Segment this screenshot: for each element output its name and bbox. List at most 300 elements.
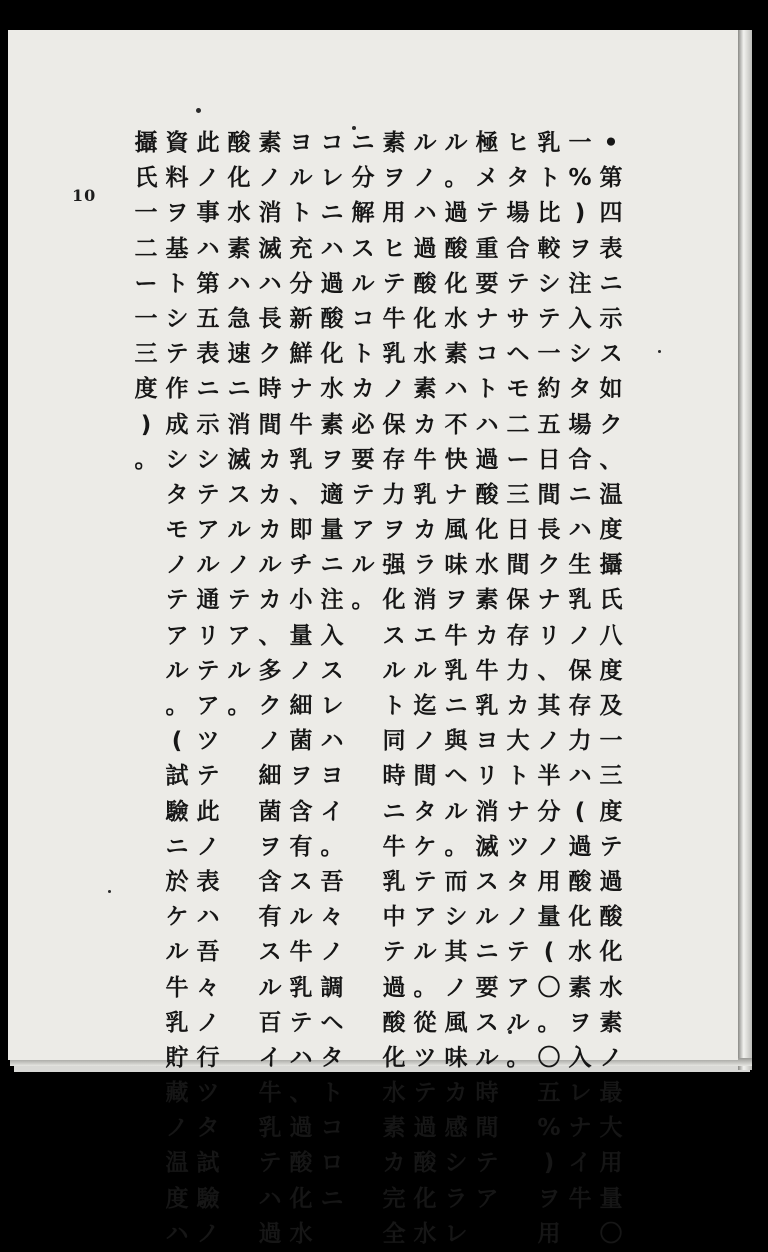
text-glyph: 日 — [537, 446, 561, 473]
text-glyph: 八 — [599, 622, 623, 649]
text-glyph: ト — [351, 341, 375, 368]
text-glyph: 三 — [506, 481, 530, 508]
text-glyph: 〇 — [537, 974, 561, 1001]
text-glyph: 菌 — [258, 798, 282, 825]
text-glyph: 分 — [537, 798, 561, 825]
text-glyph: 表 — [196, 341, 220, 368]
text-glyph: 化 — [444, 270, 468, 297]
text-glyph: カ — [413, 517, 437, 544]
text-glyph: 間 — [537, 481, 561, 508]
text-glyph: 保 — [568, 657, 592, 684]
text-glyph: ツ — [196, 1080, 220, 1107]
text-glyph: ク — [258, 693, 282, 719]
text-glyph: 入 — [568, 305, 592, 332]
text-glyph: 水 — [599, 974, 623, 1001]
text-glyph: ヘ — [320, 1009, 344, 1036]
text-glyph: ハ — [196, 235, 220, 262]
text-glyph: ト — [289, 200, 313, 227]
text-glyph: 合 — [568, 446, 592, 473]
text-glyph: ノ — [258, 165, 282, 192]
text-glyph: ヨ — [475, 728, 499, 755]
text-glyph: ( — [543, 939, 555, 966]
text-glyph: 入 — [320, 622, 344, 649]
text-glyph: ヲ — [382, 165, 406, 192]
text-glyph: 藏 — [165, 1080, 189, 1107]
text-glyph: 素 — [382, 130, 406, 156]
text-glyph: 力 — [506, 657, 530, 684]
text-glyph: コ — [320, 1115, 344, 1142]
text-glyph: 過 — [475, 446, 499, 473]
text-glyph: ス — [382, 622, 406, 649]
text-glyph: 事 — [196, 200, 220, 227]
text-glyph: 乳 — [289, 974, 313, 1001]
text-glyph: ル — [382, 657, 406, 684]
text-glyph: シ — [444, 904, 468, 931]
text-glyph: 酸 — [382, 1009, 406, 1036]
text-glyph: 牛 — [382, 833, 406, 860]
text-glyph: ヲ — [537, 1185, 561, 1212]
text-glyph: シ — [165, 305, 189, 332]
text-glyph: タ — [568, 376, 592, 403]
text-glyph: 充 — [289, 235, 313, 262]
text-column-1 — [596, 126, 626, 1252]
text-glyph: 氏 — [599, 587, 623, 614]
text-glyph: テ — [475, 200, 499, 227]
text-glyph: 如 — [599, 376, 623, 403]
text-column-11 — [286, 126, 316, 1252]
text-glyph: タ — [196, 1115, 220, 1142]
text-glyph: 素 — [227, 235, 251, 262]
text-glyph: 一 — [568, 130, 592, 156]
text-glyph: レ — [320, 693, 344, 719]
text-glyph: 。 — [134, 446, 158, 473]
text-glyph: 量 — [289, 622, 313, 649]
text-glyph: 小 — [289, 587, 313, 614]
text-glyph: 此 — [196, 798, 220, 825]
text-glyph: ル — [444, 798, 468, 825]
text-glyph: ニ — [475, 939, 499, 966]
text-glyph: ノ — [444, 974, 468, 1001]
text-glyph: ク — [599, 411, 623, 438]
text-glyph: ル — [289, 904, 313, 931]
text-glyph: 重 — [475, 235, 499, 262]
text-glyph: ー — [134, 270, 158, 297]
text-column-14 — [193, 126, 223, 1252]
text-glyph: ル — [475, 904, 499, 931]
text-glyph: ノ — [537, 728, 561, 755]
text-glyph: ル — [506, 1009, 530, 1036]
text-glyph: ト — [506, 763, 530, 790]
text-glyph: • — [603, 130, 619, 156]
text-glyph: ト — [320, 1080, 344, 1107]
text-glyph: ナ — [568, 1115, 592, 1142]
text-glyph: % — [537, 1115, 561, 1142]
text-glyph: シ — [165, 446, 189, 473]
text-glyph: 過 — [320, 270, 344, 297]
text-glyph: 過 — [599, 868, 623, 895]
text-glyph: ク — [537, 552, 561, 579]
text-glyph: 乳 — [413, 481, 437, 508]
text-glyph: 過 — [444, 200, 468, 227]
text-glyph: 化 — [289, 1185, 313, 1212]
ink-speck — [108, 890, 111, 893]
text-glyph: ス — [351, 235, 375, 262]
text-glyph: 同 — [382, 728, 406, 755]
text-glyph: 酸 — [227, 130, 251, 156]
text-glyph: ツ — [506, 833, 530, 860]
text-glyph: ナ — [444, 481, 468, 508]
text-glyph: 多 — [258, 657, 282, 684]
text-glyph: 成 — [165, 411, 189, 438]
text-glyph: ー — [506, 446, 530, 473]
text-glyph: ヲ — [320, 446, 344, 473]
text-glyph: 度 — [134, 376, 158, 403]
text-column-12 — [255, 126, 285, 1252]
text-glyph: ル — [351, 552, 375, 579]
text-glyph: 。 — [227, 693, 251, 719]
text-glyph: 化 — [413, 305, 437, 332]
text-glyph: テ — [165, 587, 189, 614]
text-glyph: 風 — [444, 1009, 468, 1036]
text-glyph: 鮮 — [289, 341, 313, 368]
text-glyph: 味 — [444, 1044, 468, 1071]
text-glyph: イ — [320, 798, 344, 825]
text-glyph: テ — [289, 1009, 313, 1036]
text-glyph: 水 — [289, 1220, 313, 1247]
text-glyph: 料 — [165, 165, 189, 192]
text-glyph: ツ — [196, 728, 220, 755]
text-glyph: ノ — [196, 165, 220, 192]
text-glyph: レ — [568, 1080, 592, 1107]
text-glyph: 力 — [382, 481, 406, 508]
text-glyph: 吾 — [196, 939, 220, 966]
text-glyph: 用 — [537, 868, 561, 895]
text-glyph: ニ — [568, 481, 592, 508]
text-glyph: 五 — [537, 411, 561, 438]
text-glyph: 注 — [568, 270, 592, 297]
page-number: 10 — [72, 186, 97, 205]
text-glyph: 新 — [289, 305, 313, 332]
text-glyph: 化 — [413, 1185, 437, 1212]
text-glyph: 合 — [506, 235, 530, 262]
text-glyph: 菌 — [289, 728, 313, 755]
text-glyph: 〇 — [537, 1044, 561, 1071]
text-glyph: ル — [444, 130, 468, 156]
text-glyph: エ — [413, 622, 437, 649]
text-glyph: 消 — [475, 798, 499, 825]
text-glyph: ツ — [413, 1044, 437, 1071]
text-glyph: ノ — [413, 728, 437, 755]
text-glyph: ヲ — [568, 235, 592, 262]
text-glyph: 解 — [351, 200, 375, 227]
text-glyph: 。 — [165, 693, 189, 719]
text-glyph: 。 — [320, 833, 344, 860]
text-glyph: 〇 — [599, 1220, 623, 1247]
text-glyph: ル — [351, 270, 375, 297]
text-glyph: 其 — [537, 693, 561, 719]
text-glyph: 注 — [320, 587, 344, 614]
text-glyph: 度 — [599, 657, 623, 684]
text-glyph: ナ — [506, 798, 530, 825]
text-glyph: 行 — [196, 1044, 220, 1071]
text-glyph: 水 — [413, 341, 437, 368]
text-glyph: 及 — [599, 693, 623, 719]
text-glyph: リ — [475, 763, 499, 790]
text-glyph: 素 — [258, 130, 282, 156]
text-glyph: テ — [165, 341, 189, 368]
text-glyph: ル — [413, 130, 437, 156]
text-glyph: 用 — [382, 200, 406, 227]
text-glyph: テ — [537, 305, 561, 332]
text-glyph: 乳 — [289, 446, 313, 473]
text-glyph: ハ — [227, 270, 251, 297]
text-glyph: 酸 — [413, 1150, 437, 1177]
text-glyph: 約 — [537, 376, 561, 403]
text-glyph: 酸 — [413, 270, 437, 297]
text-glyph: 。 — [537, 1009, 561, 1036]
text-glyph: % — [568, 165, 592, 192]
text-glyph: 示 — [599, 305, 623, 332]
text-glyph: 牛 — [165, 974, 189, 1001]
text-glyph: ヲ — [258, 833, 282, 860]
text-glyph: 半 — [537, 763, 561, 790]
text-glyph: ノ — [258, 728, 282, 755]
text-glyph: ト — [382, 693, 406, 719]
text-glyph: 四 — [599, 200, 623, 227]
text-glyph: 一 — [537, 341, 561, 368]
text-column-8 — [379, 126, 409, 1252]
text-glyph: ル — [258, 552, 282, 579]
text-glyph: ル — [196, 552, 220, 579]
text-glyph: 化 — [599, 939, 623, 966]
text-glyph: 適 — [320, 481, 344, 508]
text-glyph: ヘ — [506, 341, 530, 368]
text-glyph: タ — [506, 165, 530, 192]
text-glyph: 間 — [413, 763, 437, 790]
text-glyph: ノ — [537, 833, 561, 860]
text-glyph: 滅 — [227, 446, 251, 473]
text-glyph: ナ — [475, 305, 499, 332]
text-glyph: テ — [506, 270, 530, 297]
text-glyph: カ — [258, 517, 282, 544]
text-glyph: 水 — [568, 939, 592, 966]
text-glyph: ハ — [258, 1185, 282, 1212]
text-glyph: チ — [289, 552, 313, 579]
text-glyph: 力 — [568, 728, 592, 755]
text-glyph: ヘ — [444, 763, 468, 790]
text-glyph: 素 — [475, 587, 499, 614]
text-glyph: 間 — [475, 1115, 499, 1142]
text-glyph: 量 — [537, 904, 561, 931]
text-glyph: ノ — [165, 552, 189, 579]
text-glyph: 酸 — [444, 235, 468, 262]
text-glyph: ア — [351, 517, 375, 544]
text-glyph: ヨ — [320, 763, 344, 790]
text-glyph: 酸 — [599, 904, 623, 931]
text-glyph: ニ — [320, 1185, 344, 1212]
text-glyph: 要 — [351, 446, 375, 473]
text-glyph: 過 — [382, 974, 406, 1001]
text-glyph: 一 — [134, 200, 158, 227]
text-glyph: 作 — [165, 376, 189, 403]
text-glyph: 、 — [599, 446, 623, 473]
text-glyph: テ — [196, 481, 220, 508]
text-glyph: ノ — [413, 165, 437, 192]
text-glyph: 驗 — [165, 798, 189, 825]
text-glyph: 化 — [568, 904, 592, 931]
text-glyph: 素 — [382, 1115, 406, 1142]
text-glyph: テ — [382, 939, 406, 966]
text-glyph: ニ — [320, 200, 344, 227]
text-glyph: 急 — [227, 305, 251, 332]
text-glyph: ノ — [320, 939, 344, 966]
text-glyph: 乳 — [568, 587, 592, 614]
text-glyph: 化 — [382, 1044, 406, 1071]
text-glyph: ニ — [227, 376, 251, 403]
text-glyph: 五 — [537, 1080, 561, 1107]
text-glyph: 水 — [444, 305, 468, 332]
text-glyph: 酸 — [320, 305, 344, 332]
text-glyph: 素 — [320, 411, 344, 438]
text-glyph: ル — [258, 974, 282, 1001]
ink-speck — [196, 108, 201, 113]
text-glyph: ラ — [413, 552, 437, 579]
text-column-4 — [503, 126, 533, 1076]
text-glyph: 此 — [196, 130, 220, 156]
text-glyph: リ — [196, 622, 220, 649]
text-glyph: テ — [382, 270, 406, 297]
text-glyph: ハ — [320, 235, 344, 262]
text-glyph: 素 — [444, 341, 468, 368]
text-glyph: 感 — [444, 1115, 468, 1142]
text-glyph: 乳 — [382, 341, 406, 368]
text-glyph: 百 — [258, 1009, 282, 1036]
text-glyph: 。 — [506, 1044, 530, 1071]
text-glyph: ) — [543, 1150, 555, 1177]
text-glyph: 資 — [165, 130, 189, 156]
text-glyph: ハ — [568, 517, 592, 544]
text-glyph: 保 — [382, 411, 406, 438]
text-glyph: 有 — [289, 833, 313, 860]
text-glyph: ア — [475, 1185, 499, 1212]
text-glyph: 吾 — [320, 868, 344, 895]
text-glyph: 而 — [444, 868, 468, 895]
text-glyph: 較 — [537, 235, 561, 262]
text-glyph: 第 — [196, 270, 220, 297]
text-glyph: タ — [413, 798, 437, 825]
text-glyph: 間 — [506, 552, 530, 579]
text-glyph: 長 — [537, 517, 561, 544]
text-glyph: ニ — [599, 270, 623, 297]
text-glyph: 五 — [196, 305, 220, 332]
text-glyph: 味 — [444, 552, 468, 579]
text-column-13 — [224, 126, 254, 724]
text-glyph: カ — [444, 1080, 468, 1107]
text-glyph: 滅 — [475, 833, 499, 860]
text-glyph: ノ — [165, 1115, 189, 1142]
text-glyph: 存 — [382, 446, 406, 473]
text-glyph: 試 — [196, 1150, 220, 1177]
text-glyph: 牛 — [475, 657, 499, 684]
text-glyph: ニ — [351, 130, 375, 156]
text-glyph: メ — [475, 165, 499, 192]
text-glyph: ス — [289, 868, 313, 895]
text-glyph: ハ — [413, 200, 437, 227]
text-glyph: ニ — [444, 693, 468, 719]
text-glyph: 、 — [289, 481, 313, 508]
text-glyph: ノ — [506, 904, 530, 931]
text-glyph: ハ — [444, 376, 468, 403]
text-glyph: 示 — [196, 411, 220, 438]
text-glyph: テ — [413, 868, 437, 895]
text-glyph: 乳 — [444, 657, 468, 684]
text-glyph: ケ — [165, 904, 189, 931]
text-glyph: 要 — [475, 974, 499, 1001]
text-glyph: ニ — [196, 376, 220, 403]
text-glyph: 最 — [599, 1080, 623, 1107]
text-glyph: ヒ — [506, 130, 530, 156]
text-glyph: イ — [258, 1044, 282, 1071]
text-glyph: 三 — [134, 341, 158, 368]
text-glyph: 。 — [444, 833, 468, 860]
text-glyph: 時 — [258, 376, 282, 403]
text-glyph: ス — [599, 341, 623, 368]
text-glyph: 比 — [537, 200, 561, 227]
text-glyph: ス — [475, 1009, 499, 1036]
text-glyph: ア — [227, 622, 251, 649]
text-glyph: 牛 — [258, 1080, 282, 1107]
text-glyph: ア — [196, 517, 220, 544]
text-glyph: ノ — [568, 622, 592, 649]
text-glyph: ニ — [165, 833, 189, 860]
text-glyph: ス — [475, 868, 499, 895]
text-column-16 — [131, 126, 161, 478]
text-glyph: ( — [574, 798, 586, 825]
text-glyph: 間 — [258, 411, 282, 438]
text-glyph: 時 — [382, 763, 406, 790]
text-glyph: 不 — [444, 411, 468, 438]
text-glyph: カ — [506, 693, 530, 719]
text-glyph: ハ — [165, 1220, 189, 1247]
text-glyph: 快 — [444, 446, 468, 473]
text-glyph: 驗 — [196, 1185, 220, 1212]
text-glyph: 水 — [382, 1080, 406, 1107]
text-glyph: 用 — [599, 1150, 623, 1177]
text-glyph: ) — [140, 411, 152, 438]
text-glyph: ノ — [196, 833, 220, 860]
text-glyph: 、 — [289, 1080, 313, 1107]
text-glyph: 過 — [289, 1115, 313, 1142]
text-glyph: ノ — [196, 1220, 220, 1247]
text-column-15 — [162, 126, 192, 1252]
text-glyph: ナ — [537, 587, 561, 614]
text-glyph: 場 — [506, 200, 530, 227]
text-column-10 — [317, 126, 347, 1217]
text-glyph: 强 — [382, 552, 406, 579]
text-glyph: ス — [258, 939, 282, 966]
text-glyph: 温 — [165, 1150, 189, 1177]
text-glyph: 一 — [599, 728, 623, 755]
text-glyph: 即 — [289, 517, 313, 544]
text-glyph: 從 — [413, 1009, 437, 1036]
text-glyph: テ — [227, 587, 251, 614]
text-glyph: 長 — [258, 305, 282, 332]
text-glyph: 含 — [258, 868, 282, 895]
text-glyph: ハ — [475, 411, 499, 438]
text-glyph: 々 — [320, 904, 344, 931]
text-glyph: 過 — [568, 833, 592, 860]
text-glyph: 大 — [506, 728, 530, 755]
